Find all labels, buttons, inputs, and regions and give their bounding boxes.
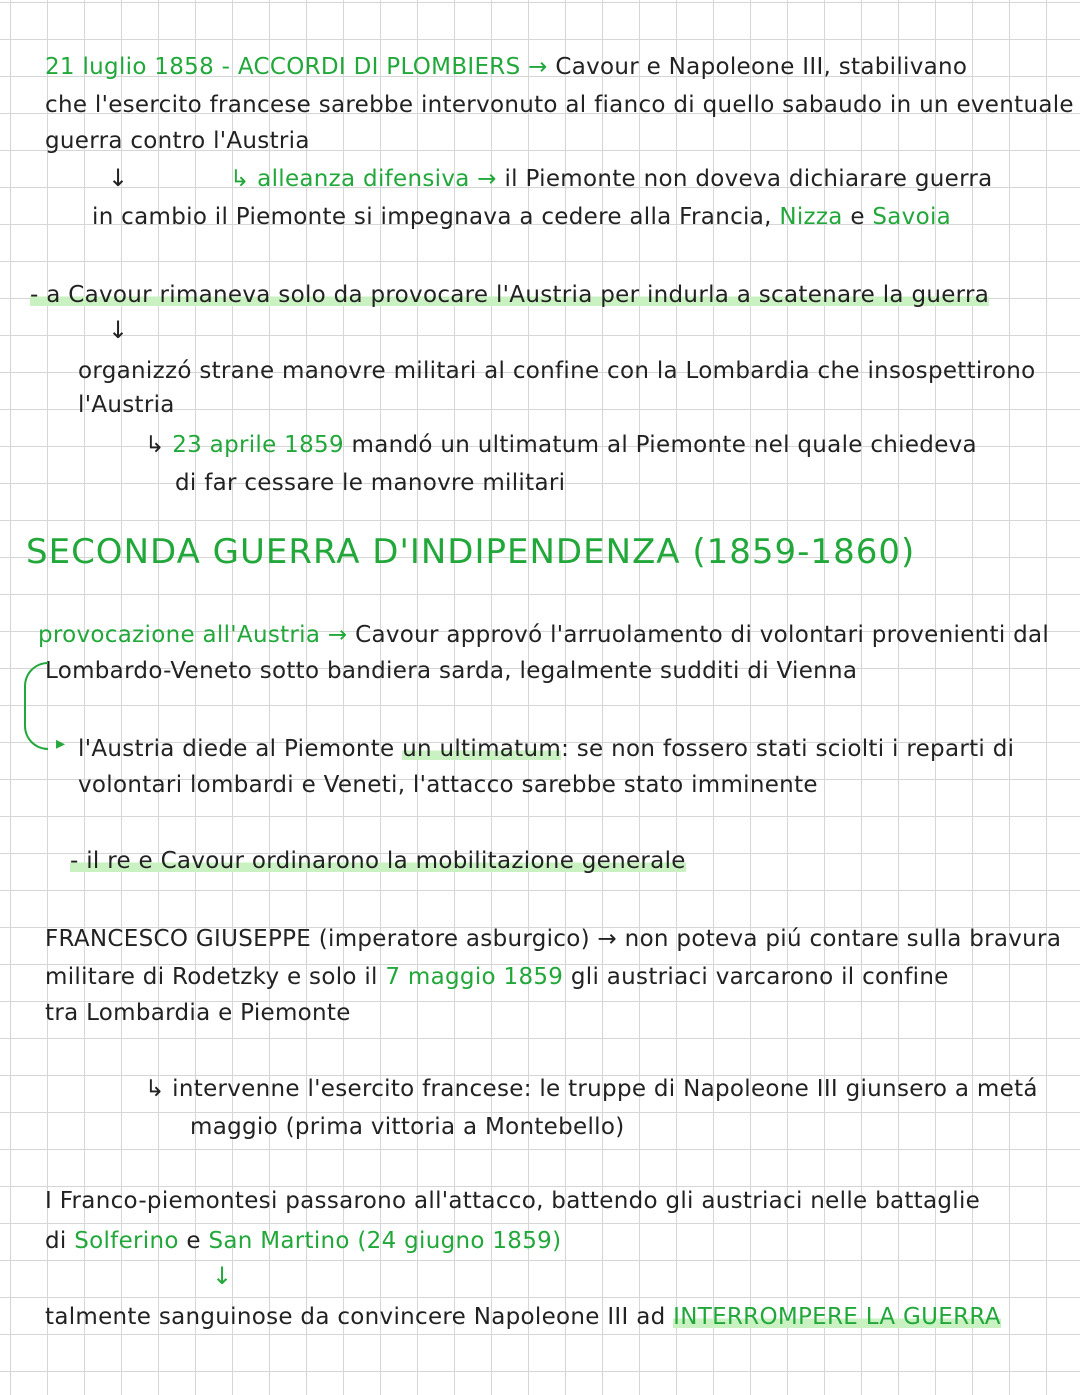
down-arrow-icon: ↓ [108, 316, 129, 344]
plombiers-date: 21 luglio 1858 - ACCORDI DI PLOMBIERS [45, 54, 521, 80]
solferino-text: Solferino [74, 1228, 179, 1254]
arrow-mark: ↳ [145, 432, 165, 458]
interrompere-line [45, 1302, 1001, 1332]
austria-ultimatum-start: l'Austria diede al Piemonte [78, 736, 395, 762]
cavour-provoke-line [30, 280, 989, 310]
conj-e: e [850, 204, 865, 230]
francesco-giuseppe-line: FRANCESCO GIUSEPPE (imperatore asburgico) → non poteva piú contare sulla bravura [45, 926, 1062, 952]
nizza-text: Nizza [779, 204, 843, 230]
interrompere-start: talmente sanguinose da convincere Napoleone III ad [45, 1304, 666, 1330]
maggio-date: 7 maggio 1859 [385, 964, 564, 990]
confine-line: tra Lombardia e Piemonte [45, 1000, 351, 1026]
down-arrow-icon: ↓ [108, 164, 129, 192]
plombiers-line-2: che l'esercito francese sarebbe intervonuto al fianco di quello sabaudo in un eventuale [45, 92, 1074, 118]
solferino-e: e [186, 1228, 201, 1254]
savoia-text: Savoia [872, 204, 952, 230]
french-army-line: ↳ intervenne l'esercito francese: le truppe di Napoleone III giunsero a metá [145, 1076, 1038, 1102]
ultimatum-date: 23 aprile 1859 [172, 432, 344, 458]
arrow-glyph: → [528, 54, 548, 80]
exchange-text: in cambio il Piemonte si impegnava a cedere alla Francia, [92, 204, 772, 230]
ultimatum-highlight: un ultimatum [402, 736, 562, 762]
down-arrow-icon: ↓ [212, 1262, 233, 1290]
san-martino-text: San Martino (24 giugno 1859) [208, 1228, 562, 1254]
section-title: SECONDA GUERRA D'INDIPENDENZA (1859-1860) [26, 532, 916, 572]
manovre-line-2: l'Austria [78, 392, 175, 418]
montebello-line: maggio (prima vittoria a Montebello) [190, 1114, 625, 1140]
austria-ultimatum-line [78, 734, 1014, 764]
solferino-line [45, 1226, 561, 1256]
provocation-line [38, 620, 1049, 650]
lombardo-veneto-line: Lombardo-Veneto sotto bandiera sarda, legalmente sudditi di Vienna [45, 658, 858, 684]
provocation-rest: Cavour approvó l'arruolamento di volontari provenienti dal [355, 622, 1050, 648]
ultimatum-1859-line [145, 430, 977, 460]
mobilitazione-line [70, 846, 686, 876]
alliance-line [230, 164, 993, 194]
franco-piemontesi-line: I Franco-piemontesi passarono all'attacco, battendo gli austriaci nelle battaglie [45, 1188, 981, 1214]
interrompere-text: INTERROMPERE LA GUERRA [673, 1304, 1001, 1330]
rodetzky-rest: gli austriaci varcarono il confine [570, 964, 949, 990]
bracket-arrow [24, 662, 48, 750]
ultimatum-rest: mandó un ultimatum al Piemonte nel quale chiedeva [351, 432, 977, 458]
provocation-label: provocazione all'Austria → [38, 622, 348, 648]
arrow-right-icon: ▸ [56, 733, 66, 754]
solferino-di: di [45, 1228, 67, 1254]
rodetzky-start: militare di Rodetzky e solo il [45, 964, 378, 990]
plombiers-line-3: guerra contro l'Austria [45, 128, 310, 154]
ultimatum-line-2: di far cessare le manovre militari [175, 470, 566, 496]
austria-ultimatum-rest: : se non fossero stati sciolti i reparti di [561, 736, 1015, 762]
alliance-rest: il Piemonte non doveva dichiarare guerra [504, 166, 993, 192]
mobilitazione-text: - il re e Cavour ordinarono la mobilitazione generale [70, 848, 686, 874]
volontari-line: volontari lombardi e Veneti, l'attacco sarebbe stato imminente [78, 772, 818, 798]
alliance-label: ↳ alleanza difensiva → [230, 166, 497, 192]
plombiers-line-1 [45, 52, 967, 82]
rodetzky-line [45, 962, 949, 992]
manovre-line: organizzó strane manovre militari al confine con la Lombardia che insospettirono [78, 358, 1036, 384]
exchange-line [92, 202, 951, 232]
cavour-provoke-text: - a Cavour rimaneva solo da provocare l'Austria per indurla a scatenare la guerra [30, 282, 990, 308]
plombiers-line-1-rest: Cavour e Napoleone III, stabilivano [555, 54, 968, 80]
